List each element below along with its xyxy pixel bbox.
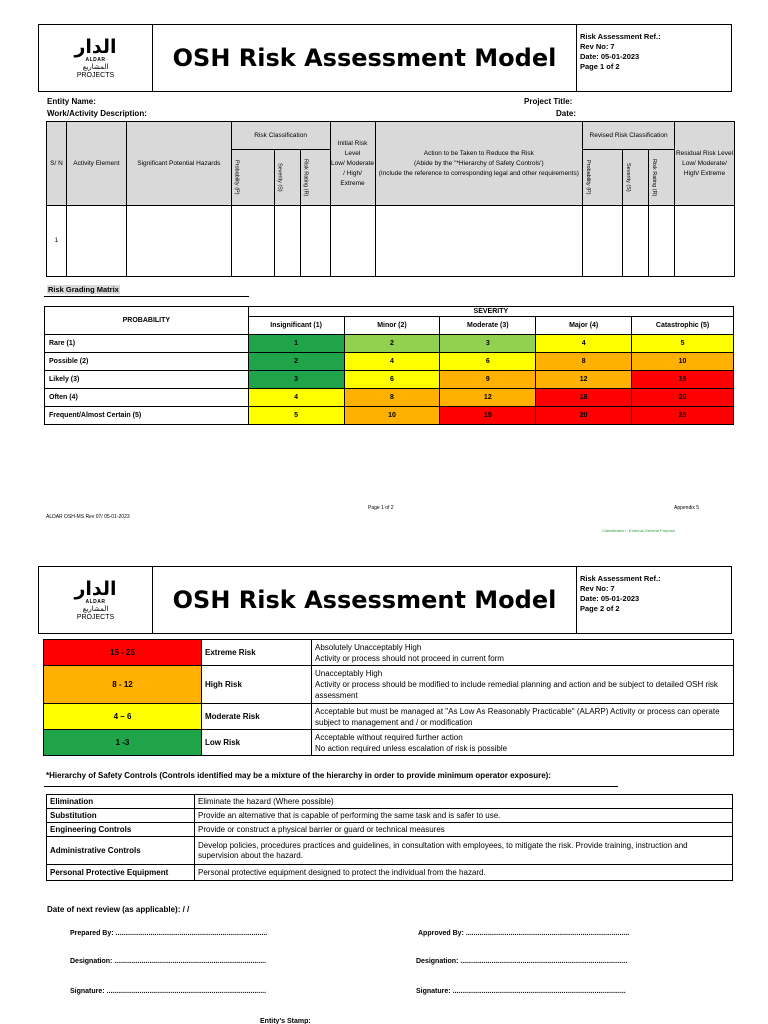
residual-risk-header xyxy=(675,122,735,206)
severity-header: SEVERITY xyxy=(248,307,733,317)
matrix-row xyxy=(45,407,734,425)
control-description: Personal protective equipment designed to protect the individual from the hazard. xyxy=(195,865,733,881)
hierarchy-heading: *Hierarchy of Safety Controls (Controls identified may be a mixture of the hierarchy in order to provide minimum operator exposure): xyxy=(46,771,551,780)
legend-row xyxy=(44,640,734,666)
logo-mark: الدار xyxy=(74,577,117,600)
revised-severity-cell[interactable] xyxy=(623,206,649,277)
matrix-cell: 5 xyxy=(632,335,734,353)
entity-name-label: Entity Name: xyxy=(47,97,96,106)
appendix-label: Appendix 5 xyxy=(674,505,700,511)
legend-range: 4 – 6 xyxy=(44,704,202,730)
signature-left-field[interactable]: Signature: .................................................................................. xyxy=(70,988,267,995)
severity-col: Minor (2) xyxy=(344,317,440,335)
probability-label: Likely (3) xyxy=(45,371,249,389)
probability-label: Often (4) xyxy=(45,389,249,407)
legend-category: Moderate Risk xyxy=(202,704,312,730)
aldar-logo xyxy=(39,25,153,91)
legend-line: Activity or process should not proceed in current form xyxy=(315,653,504,663)
matrix-cell: 5 xyxy=(248,407,344,425)
matrix-cell: 3 xyxy=(440,335,536,353)
legend-line: Activity or process should be modified to include remedial planning and action and be subject to detailed OSH risk assessment xyxy=(315,680,718,700)
matrix-cell: 6 xyxy=(440,353,536,371)
matrix-cell: 6 xyxy=(344,371,440,389)
control-description: Provide or construct a physical barrier or guard or technical measures xyxy=(195,823,733,837)
legend-row xyxy=(44,730,734,756)
doc-code: ALDAR OSH-MS Rev 07/ 05-01-2023 xyxy=(46,514,130,520)
risk-rating-header: Risk Rating (R) xyxy=(302,158,309,197)
severity-header: Severity (S) xyxy=(276,163,283,192)
logo-arabic: المشاريع xyxy=(82,604,109,613)
matrix-cell: 2 xyxy=(248,353,344,371)
initial-risk-cell[interactable] xyxy=(330,206,375,277)
probability-cell[interactable] xyxy=(231,206,274,277)
matrix-cell: 12 xyxy=(440,389,536,407)
matrix-row xyxy=(45,353,734,371)
risk-level-legend xyxy=(43,639,734,756)
matrix-cell: 1 xyxy=(248,335,344,353)
hierarchy-row xyxy=(47,809,733,823)
matrix-cell: 9 xyxy=(440,371,536,389)
hierarchy-row xyxy=(47,865,733,881)
matrix-cell: 10 xyxy=(344,407,440,425)
hierarchy-underline xyxy=(44,786,618,787)
legend-category: High Risk xyxy=(202,666,312,704)
hazard-cell[interactable] xyxy=(126,206,231,277)
matrix-cell: 12 xyxy=(536,371,632,389)
action-cell[interactable] xyxy=(375,206,583,277)
activity-element-header: Activity Element xyxy=(66,122,126,206)
ref-label: Risk Assessment Ref.: xyxy=(580,32,661,41)
date-label: Date: 05-01-2023 xyxy=(580,52,640,61)
control-description: Develop policies, procedures practices and guidelines, in consultation with employees, to mitigate the risk. Provide training, instruction and supervision about the hazard. xyxy=(195,837,733,865)
legend-description xyxy=(312,704,734,730)
action-title: Action to be Taken to Reduce the Risk xyxy=(423,149,534,157)
control-name: Substitution xyxy=(47,809,195,823)
matrix-cell: 8 xyxy=(344,389,440,407)
matrix-cell: 15 xyxy=(440,407,536,425)
action-sub1: (Abide by the "*Hierarchy of Safety Controls') xyxy=(413,159,544,167)
legend-range: 15 - 25 xyxy=(44,640,202,666)
work-activity-label: Work/Activity Description: xyxy=(47,109,147,118)
page-footer: Page 1 of 2 xyxy=(368,505,394,511)
logo-aldar: ALDAR xyxy=(85,56,106,63)
activity-cell[interactable] xyxy=(66,206,126,277)
logo-mark: الدار xyxy=(74,35,117,58)
control-name: Engineering Controls xyxy=(47,823,195,837)
probability-label: Possible (2) xyxy=(45,353,249,371)
hierarchy-row xyxy=(47,823,733,837)
legend-row xyxy=(44,666,734,704)
residual-risk-title: Residual Risk Level xyxy=(675,149,734,157)
date-label: Date: 05-01-2023 xyxy=(580,594,640,603)
control-name: Personal Protective Equipment xyxy=(47,865,195,881)
aldar-logo xyxy=(39,567,153,633)
page-title: OSH Risk Assessment Model xyxy=(153,25,577,91)
matrix-title: Risk Grading Matrix xyxy=(48,285,119,294)
row-number: 1 xyxy=(47,206,67,277)
residual-risk-cell[interactable] xyxy=(675,206,735,277)
page-label: Page 1 of 2 xyxy=(580,62,620,71)
matrix-cell: 4 xyxy=(344,353,440,371)
matrix-cell: 20 xyxy=(632,389,734,407)
matrix-cell: 15 xyxy=(632,371,734,389)
classification-label: Classification : External General Purpose xyxy=(602,528,675,533)
legend-line: Acceptable but must be managed at "As Low As Reasonably Practicable" (ALARP) Activity or process can operate subject to management and / or modification xyxy=(315,706,720,727)
legend-category: Low Risk xyxy=(202,730,312,756)
revised-severity-header: Severity (S) xyxy=(625,163,632,192)
matrix-cell: 25 xyxy=(632,407,734,425)
next-review-label[interactable]: Date of next review (as applicable): / / xyxy=(47,905,190,914)
severity-col: Insignificant (1) xyxy=(248,317,344,335)
action-header xyxy=(375,122,583,206)
legend-description xyxy=(312,640,734,666)
revised-risk-header: Revised Risk Classification xyxy=(583,122,675,150)
probability-label: Rare (1) xyxy=(45,335,249,353)
matrix-cell: 20 xyxy=(536,407,632,425)
severity-col: Moderate (3) xyxy=(440,317,536,335)
designation-left-field[interactable]: Designation: .............................................................................. xyxy=(70,958,267,965)
matrix-cell: 4 xyxy=(248,389,344,407)
project-title-label: Project Title: xyxy=(524,97,573,106)
initial-risk-levels: Low/ Moderate / High/ Extreme xyxy=(331,159,375,187)
rev-label: Rev No: 7 xyxy=(580,42,615,51)
probability-label: Frequent/Almost Certain (5) xyxy=(45,407,249,425)
entity-stamp-label: Entity's Stamp: xyxy=(260,1018,311,1024)
date-field-label: Date: xyxy=(556,109,577,118)
legend-description xyxy=(312,666,734,704)
initial-risk-header xyxy=(330,122,375,206)
matrix-cell: 10 xyxy=(632,353,734,371)
legend-line: Acceptable without required further action xyxy=(315,732,463,742)
control-name: Administrative Controls xyxy=(47,837,195,865)
risk-rating-cell[interactable] xyxy=(300,206,330,277)
risk-classification-header: Risk Classification xyxy=(231,122,330,150)
page-label: Page 2 of 2 xyxy=(580,604,620,613)
designation-right-field[interactable]: Designation: ...................................................................................... xyxy=(416,958,628,965)
logo-arabic: المشاريع xyxy=(82,62,109,71)
sn-header: S/ N xyxy=(47,122,67,206)
risk-grading-matrix xyxy=(44,306,734,425)
severity-cell[interactable] xyxy=(274,206,300,277)
legend-row xyxy=(44,704,734,730)
revised-rating-cell[interactable] xyxy=(649,206,675,277)
severity-col: Catastrophic (5) xyxy=(632,317,734,335)
hierarchy-row xyxy=(47,795,733,809)
legend-line: No action required unless escalation of risk is possible xyxy=(315,743,508,753)
residual-risk-levels: Low/ Moderate/ High/ Extreme xyxy=(682,159,727,177)
logo-projects: PROJECTS xyxy=(76,71,115,79)
revised-probability-cell[interactable] xyxy=(583,206,623,277)
hierarchy-row xyxy=(47,837,733,865)
legend-line: Unacceptably High xyxy=(315,669,383,678)
legend-range: 8 - 12 xyxy=(44,666,202,704)
legend-line: Absolutely Unacceptably High xyxy=(315,642,422,652)
matrix-title-underline xyxy=(44,296,249,297)
prepared-by-field[interactable]: Prepared By: .............................................................................. xyxy=(70,930,268,937)
page1-header xyxy=(38,24,732,92)
control-description: Eliminate the hazard (Where possible) xyxy=(195,795,733,809)
probability-header: PROBABILITY xyxy=(45,307,249,335)
matrix-row xyxy=(45,371,734,389)
revised-risk-rating-header: Risk Rating (R) xyxy=(651,158,658,197)
initial-risk-title: Initial Risk Level xyxy=(337,139,368,157)
legend-description xyxy=(312,730,734,756)
revised-probability-header: Probability (P) xyxy=(585,160,592,195)
control-description: Provide an alternative that is capable of performing the same task and is safer to use. xyxy=(195,809,733,823)
legend-range: 1 -3 xyxy=(44,730,202,756)
reference-block xyxy=(577,25,731,91)
hazards-header: Significant Potential Hazards xyxy=(126,122,231,206)
matrix-cell: 2 xyxy=(344,335,440,353)
ref-label: Risk Assessment Ref.: xyxy=(580,574,661,583)
signature-right-field[interactable]: Signature: ......................................................................................... xyxy=(416,988,626,995)
action-sub2: (Include the reference to corresponding legal and other requirements) xyxy=(378,169,579,177)
matrix-cell: 3 xyxy=(248,371,344,389)
legend-category: Extreme Risk xyxy=(202,640,312,666)
table-row xyxy=(47,206,735,277)
page2-header xyxy=(38,566,732,634)
approved-by-field[interactable]: Approved By: .................................................................................... xyxy=(418,930,630,937)
rev-label: Rev No: 7 xyxy=(580,584,615,593)
severity-col: Major (4) xyxy=(536,317,632,335)
matrix-cell: 4 xyxy=(536,335,632,353)
matrix-row xyxy=(45,335,734,353)
matrix-cell: 16 xyxy=(536,389,632,407)
control-name: Elimination xyxy=(47,795,195,809)
risk-assessment-table xyxy=(46,121,735,277)
probability-header: Probability (P) xyxy=(233,160,240,195)
logo-projects: PROJECTS xyxy=(76,613,115,621)
hierarchy-table xyxy=(46,794,733,881)
logo-aldar: ALDAR xyxy=(85,598,106,605)
matrix-row xyxy=(45,389,734,407)
page-title: OSH Risk Assessment Model xyxy=(153,567,577,633)
reference-block xyxy=(577,567,731,633)
matrix-cell: 8 xyxy=(536,353,632,371)
